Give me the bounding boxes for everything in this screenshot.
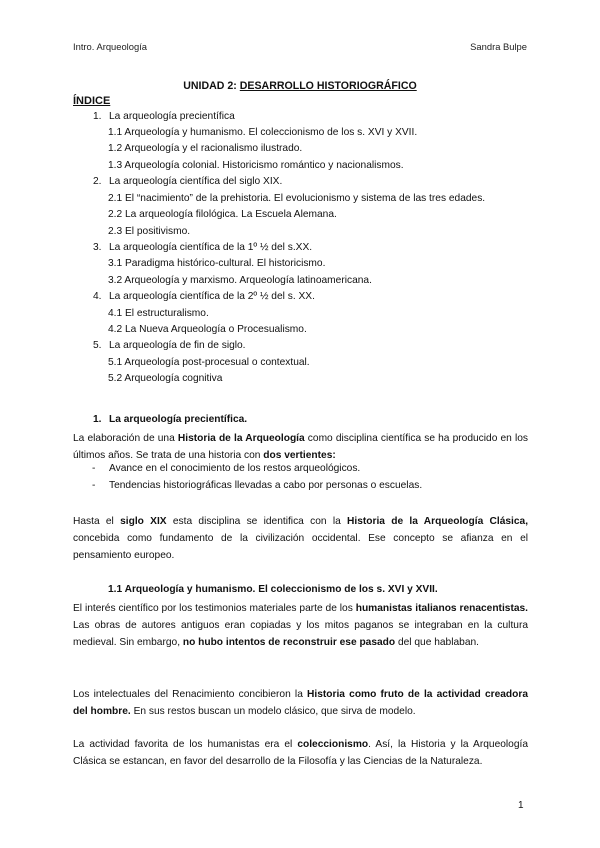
toc-subitem: 5.2 Arqueología cognitiva bbox=[108, 373, 223, 384]
section1-paragraph-1: La elaboración de una Historia de la Arqueología como disciplina científica se ha producido en los últimos años. Se trata de una historia con dos vertientes: bbox=[73, 433, 528, 461]
toc-subitem: 3.1 Paradigma histórico-cultural. El historicismo. bbox=[108, 258, 326, 269]
toc-number: 4. bbox=[93, 291, 102, 302]
bullet-text: Tendencias historiográficas llevadas a cabo por personas o escuelas. bbox=[109, 480, 423, 491]
toc-label: La arqueología de fin de siglo. bbox=[109, 340, 246, 351]
toc-number: 2. bbox=[93, 176, 102, 187]
bullet-item: - Tendencias historiográficas llevadas a cabo por personas o escuelas. bbox=[92, 480, 423, 491]
bullet-item: - Avance en el conocimiento de los restos arqueológicos. bbox=[92, 463, 361, 474]
toc-subitem: 5.1 Arqueología post-procesual o contextual. bbox=[108, 357, 310, 368]
bullet-text: Avance en el conocimiento de los restos arqueológicos. bbox=[109, 463, 361, 474]
toc-number: 5. bbox=[93, 340, 102, 351]
toc-subitem: 1.2 Arqueología y el racionalismo ilustrado. bbox=[108, 143, 303, 154]
toc-label: La arqueología precientífica bbox=[109, 111, 235, 122]
section-number: 1. bbox=[93, 414, 102, 425]
toc-subitem: 2.2 La arqueología filológica. La Escuela Alemana. bbox=[108, 209, 337, 220]
index-heading: ÍNDICE bbox=[73, 95, 111, 107]
header-left: Intro. Arqueología bbox=[73, 41, 148, 52]
toc-subitem: 4.2 La Nueva Arqueología o Procesualismo. bbox=[108, 324, 307, 335]
toc-item bbox=[93, 111, 235, 122]
section1-paragraph-2: Hasta el siglo XIX esta disciplina se identifica con la Historia de la Arqueología Clásica, concebida como fundamento de la civilización occidental. Ese concepto se afianza en el pensamiento europeo. bbox=[73, 516, 529, 561]
toc-subitem: 2.1 El “nacimiento” de la prehistoria. El evolucionismo y sistema de las tres edades. bbox=[108, 193, 486, 204]
header-right: Sandra Bulpe bbox=[470, 41, 527, 52]
subsection-heading: 1.1 Arqueología y humanismo. El coleccionismo de los s. XVI y XVII. bbox=[108, 584, 438, 595]
toc-label: La arqueología científica de la 2º ½ del s. XX. bbox=[109, 291, 315, 302]
page-title bbox=[0, 80, 600, 92]
subsection-paragraph-2: Los intelectuales del Renacimiento concibieron la Historia como fruto de la actividad creadora del hombre. En sus restos buscan un modelo clásico, que sirva de modelo. bbox=[73, 689, 528, 717]
section-title: La arqueología precientífica. bbox=[109, 414, 248, 425]
section-heading bbox=[93, 414, 247, 425]
toc-subitem: 1.3 Arqueología colonial. Historicismo romántico y nacionalismos. bbox=[108, 160, 404, 171]
toc-subitem: 4.1 El estructuralismo. bbox=[108, 308, 209, 319]
subsection-paragraph-3: La actividad favorita de los humanistas era el coleccionismo. Así, la Historia y la Arqueología Clásica se estancan, en favor del desarrollo de la Filosofía y las Ciencias de la Naturaleza. bbox=[73, 739, 528, 767]
title-prefix: UNIDAD 2: bbox=[183, 80, 240, 92]
toc-subitem: 1.1 Arqueología y humanismo. El coleccionismo de los s. XVI y XVII. bbox=[108, 127, 418, 138]
toc-label: La arqueología científica de la 1º ½ del s.XX. bbox=[109, 242, 313, 253]
toc-item bbox=[93, 176, 282, 187]
toc-item bbox=[93, 291, 315, 302]
toc-number: 3. bbox=[93, 242, 102, 253]
page-number: 1 bbox=[518, 800, 524, 811]
toc-label: La arqueología científica del siglo XIX. bbox=[109, 176, 283, 187]
title-main: DESARROLLO HISTORIOGRÁFICO bbox=[239, 80, 417, 92]
toc-number: 1. bbox=[93, 111, 102, 122]
toc-subitem: 3.2 Arqueología y marxismo. Arqueología latinoamericana. bbox=[108, 275, 372, 286]
toc-subitem: 2.3 El positivismo. bbox=[108, 226, 191, 237]
subsection-paragraph-1: El interés científico por los testimonios materiales parte de los humanistas italianos renacentistas. Las obras de autores antiguos eran copiadas y los mitos paganos se integraban en la cultura medieval. Sin embargo, no hubo intentos de reconstruir ese pasado del que hablaban. bbox=[73, 603, 529, 648]
toc-item bbox=[93, 242, 312, 253]
toc-item bbox=[93, 340, 246, 351]
